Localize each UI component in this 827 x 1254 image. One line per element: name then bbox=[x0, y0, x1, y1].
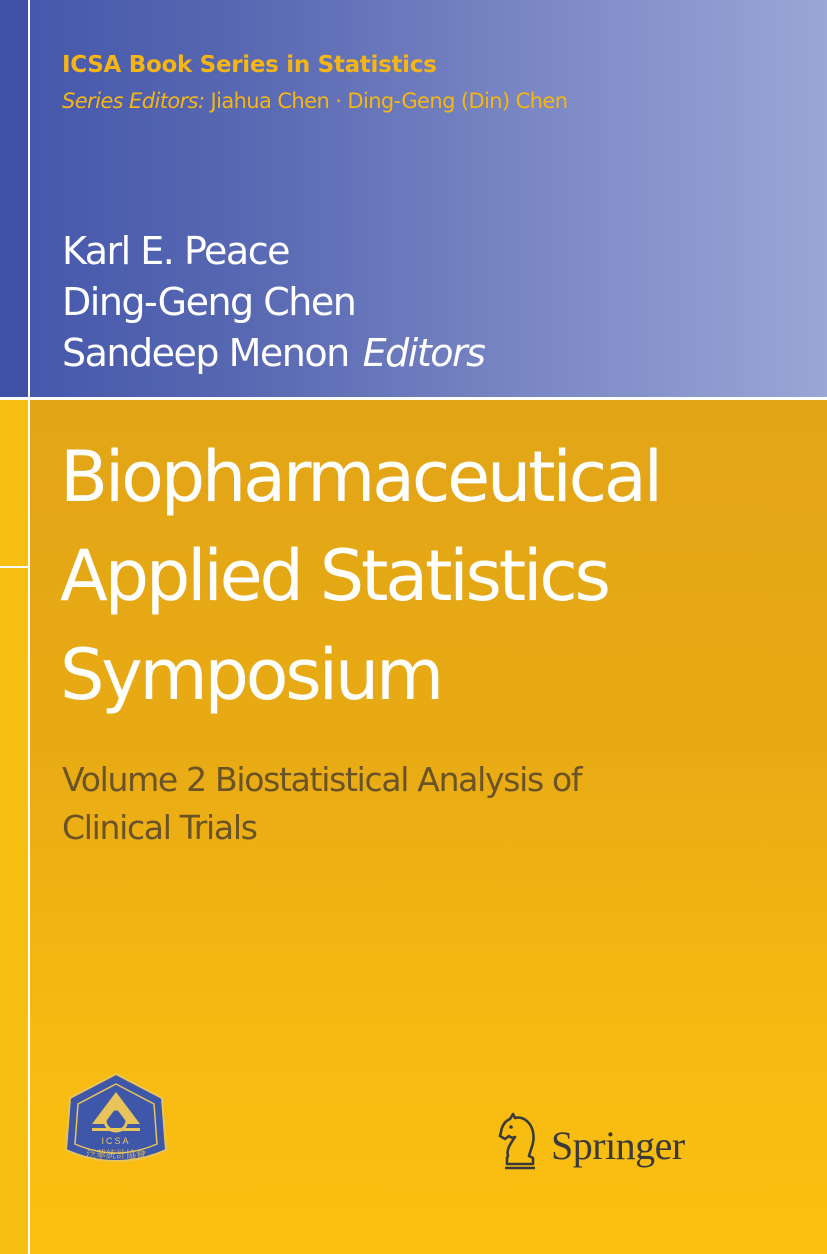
spine-strip-top bbox=[0, 0, 28, 398]
band-divider bbox=[0, 397, 827, 400]
subtitle-line: Volume 2 Biostatistical Analysis of bbox=[62, 760, 582, 799]
book-subtitle bbox=[62, 756, 581, 852]
icsa-logo-text: ICSA bbox=[101, 1136, 131, 1146]
editor-name: Karl E. Peace bbox=[62, 229, 289, 273]
icsa-logo-chinese: 泛華統計協會 bbox=[86, 1150, 146, 1161]
series-editors-label: Series Editors: bbox=[62, 89, 205, 113]
series-title: ICSA Book Series in Statistics bbox=[62, 52, 437, 78]
publisher-name: Springer bbox=[551, 1123, 685, 1168]
editor-name: Sandeep Menon bbox=[62, 331, 349, 375]
title-line: Applied Statistics bbox=[60, 535, 608, 617]
series-editors bbox=[62, 89, 567, 113]
springer-knight-icon bbox=[497, 1112, 543, 1170]
title-line: Biopharmaceutical bbox=[60, 436, 660, 518]
spine-strip-bottom bbox=[0, 400, 28, 1254]
icsa-emblem-graphic bbox=[62, 1072, 170, 1170]
icsa-emblem-icon bbox=[62, 1072, 170, 1170]
editors-role: Editors bbox=[362, 331, 485, 375]
title-line: Symposium bbox=[60, 634, 441, 716]
book-title bbox=[60, 428, 660, 725]
editor-line-last bbox=[62, 328, 484, 379]
series-editors-names: Jiahua Chen · Ding-Geng (Din) Chen bbox=[210, 89, 568, 113]
volume-editors bbox=[62, 226, 484, 379]
editor-name: Ding-Geng Chen bbox=[62, 280, 356, 324]
publisher-logo bbox=[497, 1112, 717, 1172]
subtitle-line: Clinical Trials bbox=[62, 808, 257, 847]
spine-tick bbox=[0, 566, 28, 568]
vertical-rule bbox=[28, 0, 30, 1254]
